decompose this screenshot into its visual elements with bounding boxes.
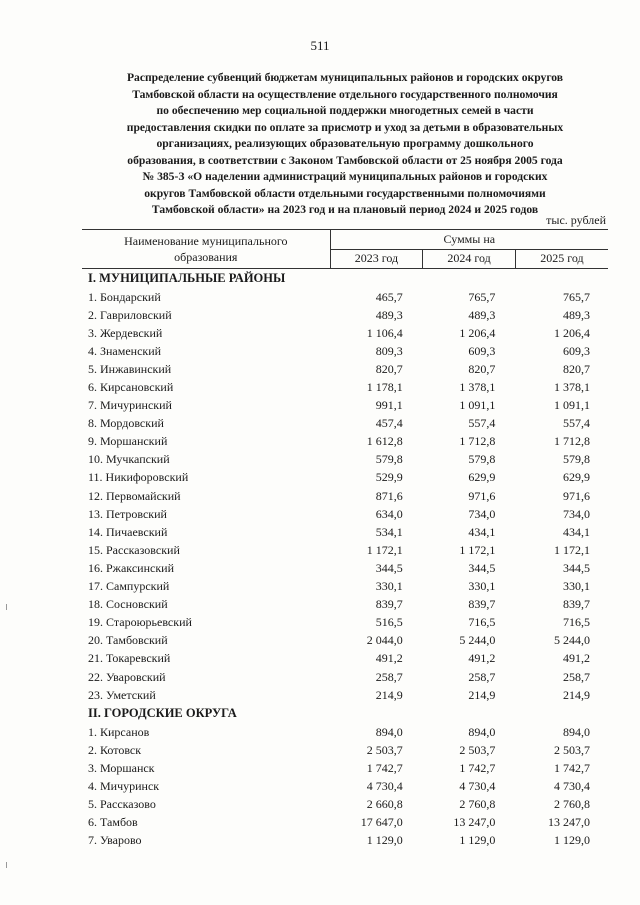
municipality-name: 4. Мичуринск [88,778,160,793]
value-2024: 609,3 [468,343,496,358]
margin-scan-mark [6,604,7,610]
value-2023: 529,9 [375,470,403,485]
value-2025: 1 712,8 [554,434,590,449]
value-2023: 809,3 [375,343,403,358]
value-2024: 579,8 [468,452,496,467]
municipality-name: 22. Уваровский [88,669,166,684]
units-label: тыс. рублей [546,213,606,227]
value-2023: 1 612,8 [366,434,403,449]
value-2023: 839,7 [375,597,403,612]
table-row [82,342,608,360]
value-2024: 734,0 [468,506,496,521]
value-2024: 894,0 [468,724,496,739]
value-2024: 1 206,4 [459,325,496,340]
header-name-line: образования [174,250,238,264]
table-row [82,578,608,596]
table-row [82,741,608,759]
value-2024: 5 244,0 [459,633,496,648]
value-2025: 1 742,7 [554,760,590,775]
section-row [82,269,608,289]
value-2023: 991,1 [375,398,403,413]
table-row [82,288,608,306]
municipality-name: 7. Уварово [88,833,142,848]
value-2024: 1 742,7 [459,760,496,775]
value-2023: 1 106,4 [366,325,403,340]
table-row [82,759,608,777]
municipality-name: 8. Мордовский [88,416,164,431]
municipality-name: 3. Моршанск [88,760,155,775]
value-2025: 579,8 [563,452,590,467]
value-2024: 491,2 [468,651,496,666]
value-2025: 2 503,7 [554,742,590,757]
value-2023: 491,2 [375,651,403,666]
table-row [82,723,608,741]
municipality-name: 13. Петровский [88,506,167,521]
header-name-cell [82,230,330,269]
value-2025: 5 244,0 [554,633,590,648]
value-2023: 330,1 [375,579,403,594]
value-2025: 2 760,8 [554,797,590,812]
title-line: по обеспечению мер социальной поддержки многодетных семей в части [156,104,534,117]
table-row [82,306,608,324]
title-line: округов Тамбовской области отдельными государственными полномочиями [144,186,546,200]
table-row [82,796,608,814]
table-row [82,433,608,451]
municipality-name: 17. Сампурский [88,579,170,594]
value-2023: 344,5 [375,560,403,575]
table-row [82,541,608,559]
municipality-name: 1. Кирсанов [88,724,150,739]
value-2024: 4 730,4 [459,778,496,793]
municipality-name: 5. Рассказово [88,797,156,812]
table-row [82,814,608,832]
value-2023: 1 172,1 [366,542,403,557]
table-row [82,505,608,523]
municipality-name: 3. Жердевский [88,325,163,340]
value-2024: 629,9 [468,470,496,485]
municipality-name: 20. Тамбовский [88,633,168,648]
value-2025: 1 129,0 [554,833,590,848]
value-2025: 629,9 [563,470,590,485]
municipality-name: 15. Рассказовский [88,542,180,557]
table-row [82,559,608,577]
table-row [82,832,608,850]
value-2024: 820,7 [468,361,496,376]
value-2024: 330,1 [468,579,496,594]
table-row [82,632,608,650]
title-line: предоставления скидки по оплате за присмотр и уход за детьми в образовательных [126,120,564,134]
section-title: II. ГОРОДСКИЕ ОКРУГА [88,706,237,721]
value-2023: 534,1 [375,524,403,539]
value-2025: 344,5 [563,560,590,575]
municipality-name: 12. Первомайский [88,488,181,503]
title-line: образования, в соответствии с Законом Тамбовской области от 25 ноября 2005 года [127,153,563,167]
value-2024: 214,9 [468,687,496,702]
page-number: 511 [310,38,330,53]
municipality-name: 21. Токаревский [88,651,171,666]
value-2024: 434,1 [468,524,496,539]
margin-scan-mark [6,862,7,868]
value-2025: 894,0 [563,724,590,739]
table-body [82,269,608,850]
value-2025: 1 206,4 [554,325,590,340]
table-row [82,324,608,342]
value-2024: 13 247,0 [453,815,496,830]
table-row [82,487,608,505]
header-year-2023: 2023 год [330,249,423,269]
value-2023: 214,9 [375,687,403,702]
municipality-name: 18. Сосновский [88,597,168,612]
value-2025: 13 247,0 [548,815,590,830]
value-2023: 516,5 [375,615,403,630]
table-row [82,523,608,541]
value-2024: 1 378,1 [459,380,496,395]
value-2025: 609,3 [563,343,590,358]
value-2023: 871,6 [375,488,403,503]
value-2023: 820,7 [375,361,403,376]
table-row [82,378,608,396]
table-row [82,650,608,668]
value-2025: 214,9 [563,687,590,702]
value-2024: 2 503,7 [459,742,496,757]
document-title [90,70,600,219]
value-2024: 765,7 [468,289,496,304]
value-2024: 1 091,1 [459,398,496,413]
value-2024: 258,7 [468,669,496,684]
value-2024: 344,5 [468,560,496,575]
value-2025: 1 091,1 [554,398,590,413]
value-2025: 491,2 [563,651,590,666]
value-2024: 1 129,0 [459,833,496,848]
value-2025: 820,7 [563,361,590,376]
value-2025: 330,1 [563,579,590,594]
value-2025: 489,3 [563,307,590,322]
value-2023: 4 730,4 [366,778,403,793]
value-2025: 557,4 [563,416,590,431]
table-row [82,451,608,469]
value-2024: 839,7 [468,597,496,612]
title-line: организациях, реализующих образовательную программу дошкольного [156,137,534,150]
header-year-2024: 2024 год [423,249,516,269]
subvention-table [82,229,608,850]
value-2023: 465,7 [375,289,403,304]
value-2025: 734,0 [563,506,590,521]
municipality-name: 6. Кирсановский [88,380,174,395]
municipality-name: 6. Тамбов [88,815,138,830]
table-row [82,360,608,378]
municipality-name: 5. Инжавинский [88,361,172,376]
value-2025: 765,7 [563,289,590,304]
municipality-name: 1. Бондарский [88,289,161,304]
value-2025: 839,7 [563,597,590,612]
header-sums: Суммы на [330,230,608,250]
value-2025: 1 378,1 [554,380,590,395]
header-name-line: Наименование муниципального [124,234,288,248]
value-2025: 1 172,1 [554,542,590,557]
municipality-name: 10. Мучкапский [88,452,170,467]
value-2023: 457,4 [375,416,403,431]
value-2023: 2 660,8 [366,797,403,812]
value-2024: 1 172,1 [459,542,496,557]
value-2023: 1 129,0 [366,833,403,848]
value-2023: 258,7 [375,669,403,684]
municipality-name: 2. Котовск [88,742,142,757]
value-2025: 971,6 [563,488,590,503]
value-2024: 557,4 [468,416,496,431]
value-2024: 1 712,8 [459,434,496,449]
title-line: № 385-З «О наделении администраций муниципальных районов и городских [142,170,548,183]
table-row [82,668,608,686]
section-row [82,704,608,723]
municipality-name: 4. Знаменский [88,343,162,358]
value-2023: 2 044,0 [366,633,403,648]
value-2024: 716,5 [468,615,496,630]
table-row [82,397,608,415]
section-title: I. МУНИЦИПАЛЬНЫЕ РАЙОНЫ [88,271,286,285]
value-2024: 489,3 [468,307,496,322]
municipality-name: 7. Мичуринский [88,398,172,413]
value-2025: 716,5 [563,615,590,630]
value-2023: 579,8 [375,452,403,467]
title-line: Распределение субвенций бюджетам муниципальных районов и городских округов [126,71,564,84]
table-row [82,415,608,433]
value-2023: 489,3 [375,307,403,322]
value-2024: 971,6 [468,488,496,503]
table-row [82,614,608,632]
municipality-name: 16. Ржаксинский [88,560,174,575]
value-2023: 1 178,1 [366,380,403,395]
table-row [82,777,608,795]
value-2023: 1 742,7 [366,760,403,775]
title-line: Тамбовской области на осуществление отдельного государственного полномочия [132,87,558,101]
value-2024: 2 760,8 [459,797,496,812]
header-year-2025: 2025 год [515,249,608,269]
municipality-name: 9. Моршанский [88,434,168,449]
value-2025: 4 730,4 [554,778,590,793]
value-2025: 434,1 [563,524,590,539]
municipality-name: 2. Гавриловский [88,307,172,322]
municipality-name: 11. Никифоровский [88,470,189,485]
municipality-name: 23. Уметский [88,687,156,702]
value-2023: 17 647,0 [360,815,403,830]
value-2023: 634,0 [375,506,403,521]
table-row [82,469,608,487]
table-row [82,686,608,704]
value-2025: 258,7 [563,669,590,684]
title-line: Тамбовской области» на 2023 год и на плановый период 2024 и 2025 годов [151,203,539,216]
value-2023: 894,0 [375,724,403,739]
table-row [82,596,608,614]
municipality-name: 14. Пичаевский [88,524,168,539]
municipality-name: 19. Староюрьевский [88,615,192,630]
value-2023: 2 503,7 [366,742,403,757]
